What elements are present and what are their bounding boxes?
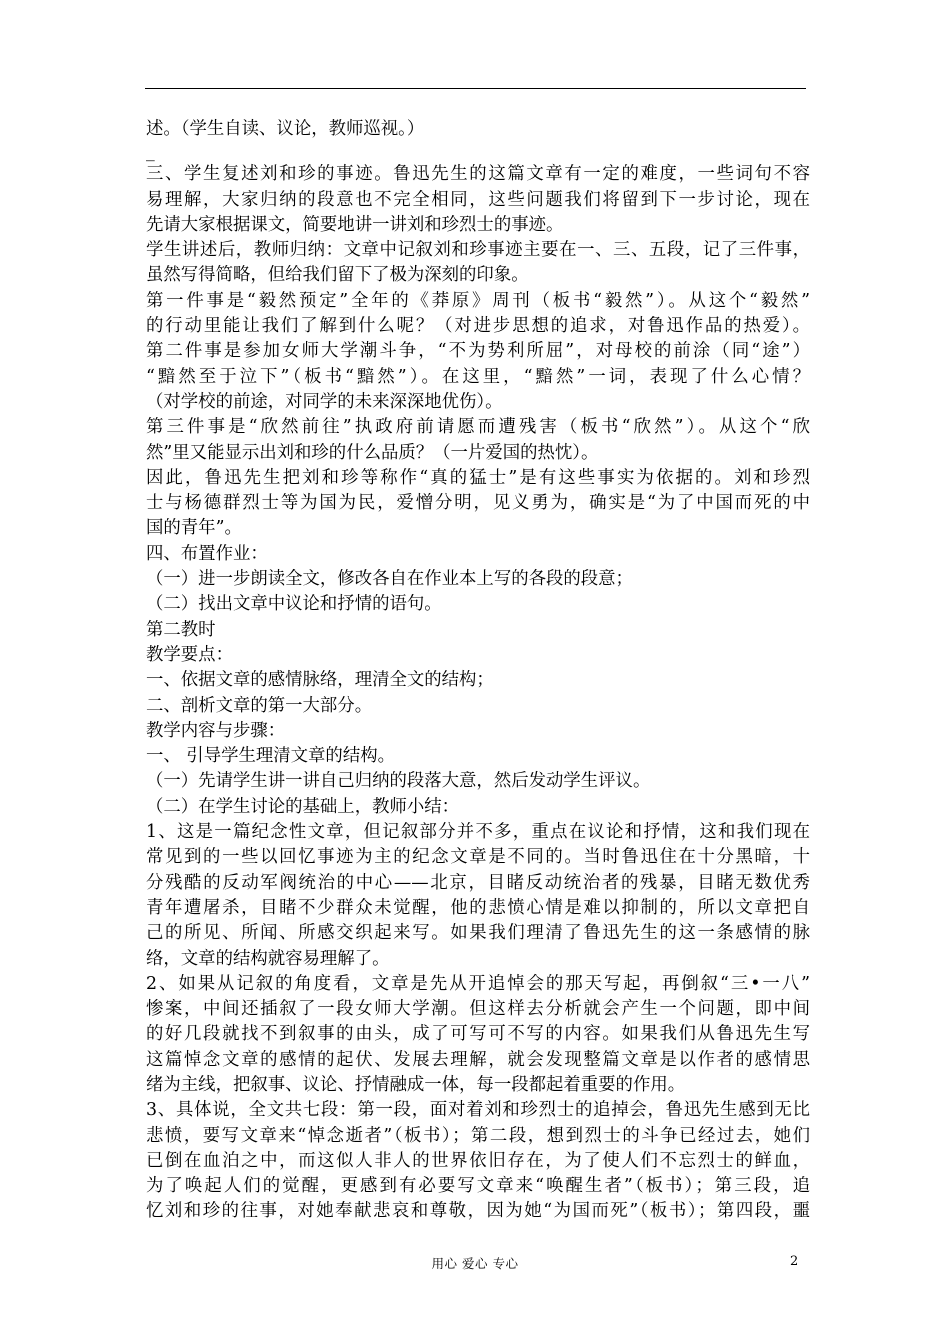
- text-line: 为了唤起人们的觉醒，更感到有必要写文章来“唤醒生者”（板书）；第三段，追: [146, 1176, 810, 1197]
- text-line: （二）找出文章中议论和抒情的语句。: [146, 594, 442, 615]
- text-line: 一、 引导学生理清文章的结构。: [146, 746, 395, 767]
- text-line: “黯然至于泣下”（板书“黯然”）。在这里，“黯然”一词，表现了什么心情？: [146, 366, 810, 387]
- text-line: （对学校的前途，对同学的未来深深地优伤）。: [146, 391, 503, 412]
- text-line: 第二件事是参加女师大学潮斗争，“不为势利所屈”，对母校的前涂（同“途”）: [146, 341, 810, 362]
- text-line: 述。（学生自读、议论，教师巡视。）: [146, 119, 425, 139]
- text-line: 因此，鲁迅先生把刘和珍等称作“真的猛士”是有这些事实为依据的。刘和珍烈: [146, 467, 810, 488]
- text-line: 忆刘和珍的往事，对她奉献悲哀和尊敬，因为她“为国而死”（板书）；第四段，噩: [146, 1201, 810, 1222]
- text-line: 己的所见、所闻、所感交织起来写。如果我们理清了鲁迅先生的这一条感情的脉: [146, 923, 810, 944]
- text-line: 先请大家根据课文，简要地讲一讲刘和珍烈士的事迹。: [146, 214, 564, 235]
- text-line: 国的青年”。: [146, 518, 242, 539]
- text-line: 教学要点：: [146, 644, 233, 665]
- text-line: （二）在学生讨论的基础上，教师小结：: [146, 796, 460, 817]
- text-line: 士与杨德群烈士等为国为民，爱憎分明，见义勇为，确实是“为了中国而死的中: [146, 493, 810, 514]
- text-line: 的行动里能让我们了解到什么呢？（对进步思想的追求，对鲁迅作品的热爱）。: [146, 316, 810, 337]
- text-line: 三、学生复述刘和珍的事迹。鲁迅先生的这篇文章有一定的难度，一些词句不容: [146, 164, 810, 185]
- text-line: 第三件事是“欣然前往”执政府前请愿而遭残害（板书“欣然”）。从这个“欣: [146, 417, 810, 438]
- text-line: 的好几段就找不到叙事的由头，成了可写可不写的内容。如果我们从鲁迅先生写: [146, 1024, 810, 1045]
- text-line: 惨案，中间还插叙了一段女师大学潮。但这样去分析就会产生一个问题，即中间: [146, 999, 810, 1020]
- text-line: _: [146, 142, 155, 163]
- text-line: 易理解，大家归纳的段意也不完全相同，这些问题我们将留到下一步讨论，现在: [146, 189, 810, 210]
- text-line: 虽然写得简略，但给我们留下了极为深刻的印象。: [146, 265, 529, 286]
- text-line: 绪为主线，把叙事、议论、抒情融成一体，每一段都起着重要的作用。: [146, 1074, 686, 1095]
- text-line: 教学内容与步骤：: [146, 720, 286, 741]
- text-line: 第一件事是“毅然预定”全年的《莽原》周刊（板书“毅然”）。从这个“毅然”: [146, 290, 810, 311]
- text-line: 第二教时: [146, 619, 216, 640]
- text-line: 络，文章的结构就容易理解了。: [146, 948, 390, 969]
- text-line: 二、剖析文章的第一大部分。: [146, 695, 373, 716]
- text-line: （一）先请学生讲一讲自己归纳的段落大意，然后发动学生评议。: [146, 771, 651, 792]
- text-line: 2、如果从记叙的角度看，文章是先从开追悼会的那天写起，再倒叙“三•一八”: [146, 973, 810, 994]
- text-line: 悲愤，要写文章来“悼念逝者”（板书）；第二段，想到烈士的斗争已经过去，她们: [146, 1125, 810, 1146]
- header-rule: [145, 88, 806, 89]
- text-line: 3、具体说，全文共七段：第一段，面对着刘和珍烈士的追掉会，鲁迅先生感到无比: [146, 1100, 810, 1121]
- text-line: （一）进一步朗读全文，修改各自在作业本上写的各段的段意；: [146, 569, 633, 590]
- footer-motto: 用心 爱心 专心: [431, 1256, 519, 1271]
- document-body: [146, 117, 810, 1225]
- text-line: 常见到的一些以回忆事迹为主的纪念文章是不同的。当时鲁迅住在十分黑暗，十: [146, 847, 810, 868]
- page-number: 2: [790, 1254, 799, 1269]
- text-line: 然”里又能显示出刘和珍的什么品质？（一片爱国的热忱）。: [146, 442, 599, 463]
- text-line: 四、布置作业：: [146, 543, 268, 564]
- text-line: 这篇悼念文章的感情的起伏、发展去理解，就会发现整篇文章是以作者的感情思: [146, 1049, 810, 1070]
- text-line: 青年遭屠杀，目睹不少群众未觉醒，他的悲愤心情是难以抑制的，所以文章把自: [146, 897, 810, 918]
- text-line: 分残酷的反动军阀统治的中心——北京，目睹反动统治者的残暴，目睹无数优秀: [146, 872, 810, 893]
- text-line: 已倒在血泊之中，而这似人非人的世界依旧存在，为了使人们不忘烈士的鲜血，: [146, 1150, 810, 1171]
- text-line: 学生讲述后，教师归纳：文章中记叙刘和珍事迹主要在一、三、五段，记了三件事，: [146, 240, 810, 261]
- text-line: 一、依据文章的感情脉络，理清全文的结构；: [146, 670, 494, 691]
- text-line: 1、这是一篇纪念性文章，但记叙部分并不多，重点在议论和抒情，这和我们现在: [146, 822, 810, 843]
